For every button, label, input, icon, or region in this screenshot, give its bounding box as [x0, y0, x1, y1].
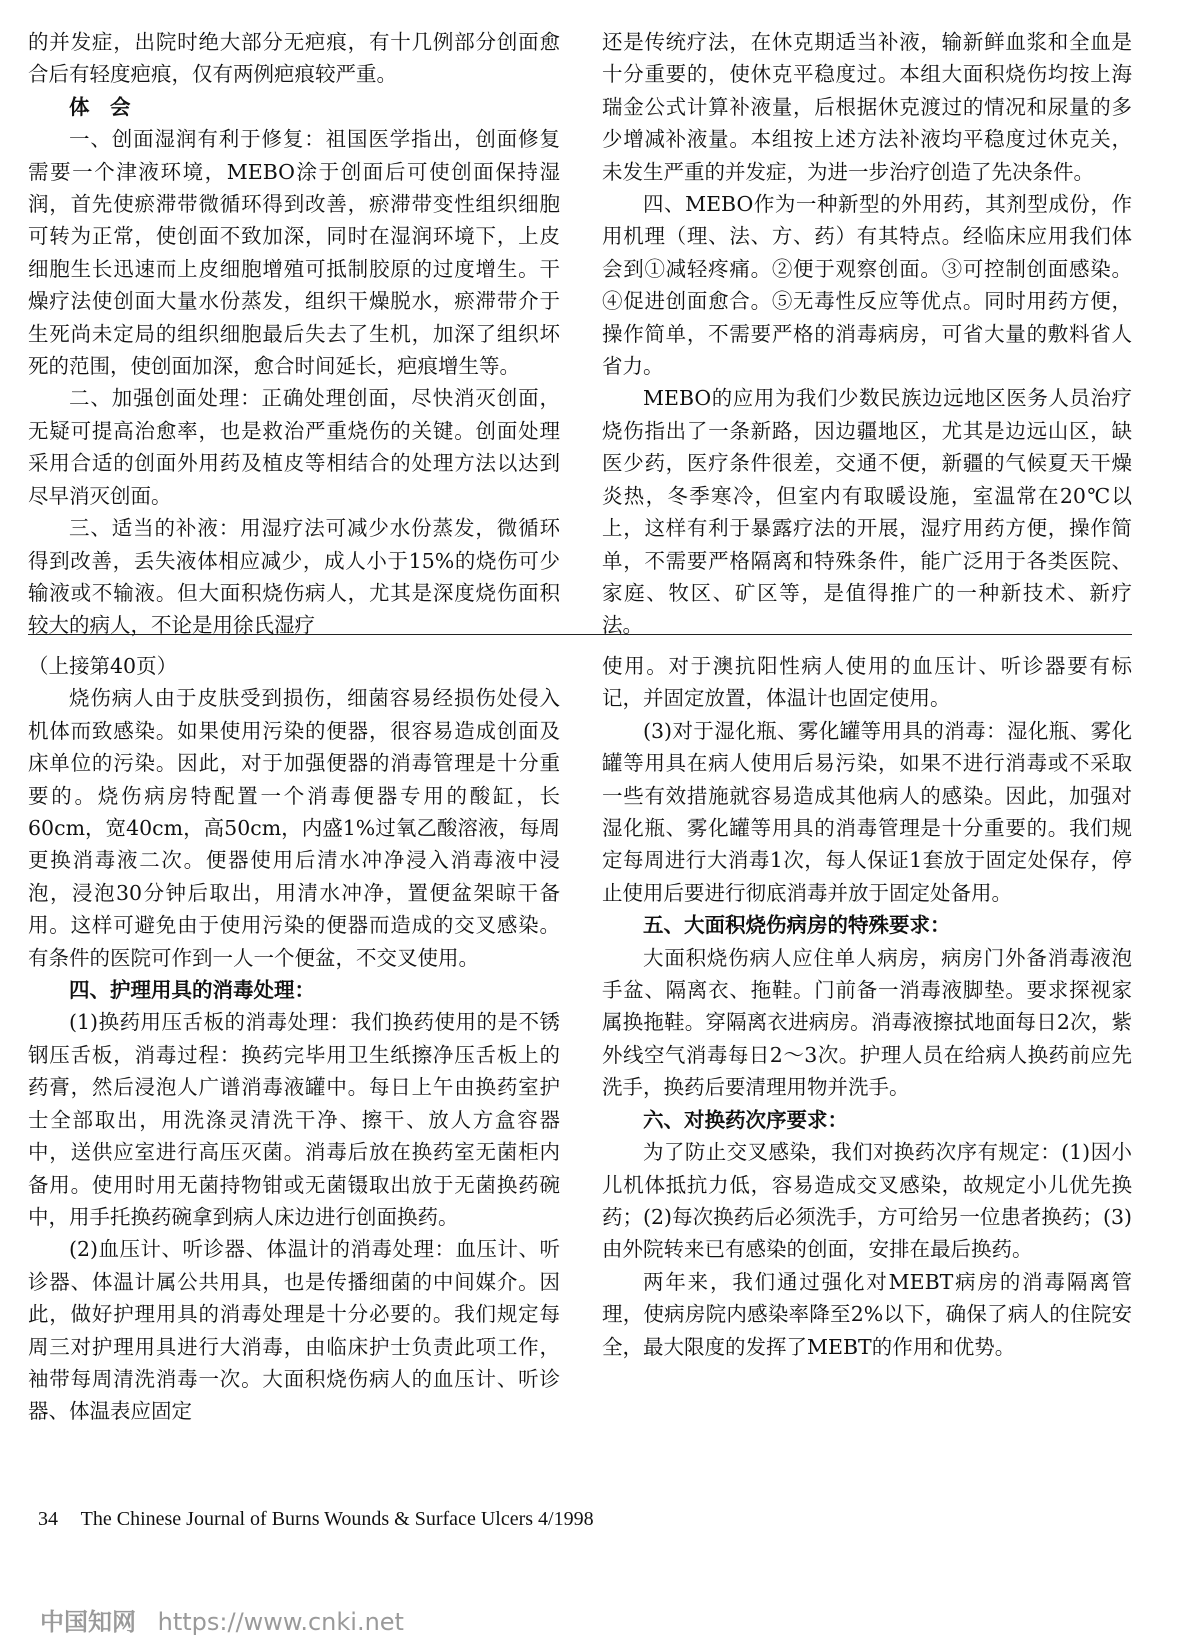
source-watermark: [40, 1602, 404, 1637]
continuation-note: （上接第40页）: [28, 654, 178, 678]
paragraph: MEBO的应用为我们少数民族边远地区医务人员治疗烧伤指出了一条新路，因边疆地区，尤其是边远山区，缺医少药，医疗条件很差，交通不便，新疆的气候夏天干燥炎热，冬季寒冷，但室内有取暖设施，室温常在20℃以上，这样有利于暴露疗法的开展，湿疗用药方便，操作简单，不需要严格隔离和特殊条件，能广泛用于各类医院、家庭、牧区、矿区等，是值得推广的一种新技术、新疗法。: [602, 386, 1132, 638]
paragraph: 两年来，我们通过强化对MEBT病房的消毒隔离管理，使病房院内感染率降至2%以下，确保了病人的住院安全，最大限度的发挥了MEBT的作用和优势。: [602, 1269, 1132, 1359]
section-heading: 体 会: [69, 94, 131, 119]
section-heading: 四、护理用具的消毒处理：: [69, 978, 315, 1003]
paragraph: 二、加强创面处理：正确处理创面，尽快消灭创面，无疑可提高治愈率，也是救治严重烧伤的关键。创面处理采用合适的创面外用药及植皮等相结合的处理方法以达到尽早消灭创面。: [28, 386, 560, 508]
paragraph: (2)血压计、听诊器、体温计的消毒处理：血压计、听诊器、体温计属公共用具，也是传播细菌的中间媒介。因此，做好护理用具的消毒处理是十分必要的。我们规定每周三对护理用具进行大消毒，由临床护士负责此项工作，袖带每周清洗消毒一次。大面积烧伤病人的血压计、听诊器、体温表应固定: [28, 1237, 560, 1424]
paragraph: (1)换药用压舌板的消毒处理：我们换药使用的是不锈钢压舌板，消毒过程：换药完毕用卫生纸擦净压舌板上的药膏，然后浸泡人广谱消毒液罐中。每日上午由换药室护士全部取出，用洗涤灵清洗干净、擦干、放人方盒容器中，送供应室进行高压灭菌。消毒后放在换药室无菌柜内备用。使用时用无菌持物钳或无菌镊取出放于无菌换药碗中，用手托换药碗拿到病人床边进行创面换药。: [28, 1010, 560, 1229]
page-number: 34: [38, 1508, 58, 1530]
section-heading: 五、大面积烧伤病房的特殊要求：: [643, 913, 951, 938]
top-right-column: [602, 26, 1132, 642]
bottom-left-column: [28, 650, 560, 1428]
bottom-right-column: [602, 650, 1132, 1363]
section-heading: 六、对换药次序要求：: [643, 1107, 848, 1132]
page-footer: [38, 1508, 594, 1531]
paragraph: 大面积烧伤病人应住单人病房，病房门外备消毒液泡手盆、隔离衣、拖鞋。门前备一消毒液脚垫。要求探视家属换拖鞋。穿隔离衣进病房。消毒液擦拭地面每日2次，紫外线空气消毒每日2～3次。护理人员在给病人换药前应先洗手，换药后要清理用物并洗手。: [602, 945, 1132, 1100]
cnki-url[interactable]: https://www.cnki.net: [157, 1608, 404, 1636]
paragraph: (3)对于湿化瓶、雾化罐等用具的消毒：湿化瓶、雾化罐等用具在病人使用后易污染，如果不进行消毒或不采取一些有效措施就容易造成其他病人的感染。因此，加强对湿化瓶、雾化罐等用具的消毒管理是十分重要的。我们规定每周进行大消毒1次，每人保证1套放于固定处保存，停止使用后要进行彻底消毒并放于固定处备用。: [602, 718, 1132, 905]
top-left-column: [28, 26, 560, 642]
paragraph: 使用。对于澳抗阳性病人使用的血压计、听诊器要有标记，并固定放置，体温计也固定使用。: [602, 654, 1132, 711]
paragraph: 一、创面湿润有利于修复：祖国医学指出，创面修复需要一个津液环境，MEBO涂于创面后可使创面保持湿润，首先使瘀滞带微循环得到改善，瘀滞带变性组织细胞可转为正常，使创面不致加深，同时在湿润环境下，上皮细胞生长迅速而上皮细胞增殖可抵制胶原的过度增生。干燥疗法使创面大量水份蒸发，组织干燥脱水，瘀滞带介于生死尚未定局的组织细胞最后失去了生机，加深了组织坏死的范围，使创面加深，愈合时间延长，疤痕增生等。: [28, 127, 560, 379]
journal-name: The Chinese Journal of Burns Wounds & Surface Ulcers 4/1998: [80, 1508, 594, 1530]
section-divider: [28, 634, 1132, 635]
paragraph: 烧伤病人由于皮肤受到损伤，细菌容易经损伤处侵入机体而致感染。如果使用污染的便器，很容易造成创面及床单位的污染。因此，对于加强便器的消毒管理是十分重要的。烧伤病房特配置一个消毒便器专用的酸缸，长60cm，宽40cm，高50cm，内盛1%过氧乙酸溶液，每周更换消毒液二次。便器使用后清水冲净浸入消毒液中浸泡，浸泡30分钟后取出，用清水冲净，置便盆架晾干备用。这样可避免由于使用污染的便器而造成的交叉感染。有条件的医院可作到一人一个便盆，不交叉使用。: [28, 686, 560, 970]
cnki-logo-text: 中国知网: [40, 1608, 136, 1636]
paragraph: 还是传统疗法，在休克期适当补液，输新鲜血浆和全血是十分重要的，使休克平稳度过。本组大面积烧伤均按上海瑞金公式计算补液量，后根据休克渡过的情况和尿量的多少增减补液量。本组按上述方法补液均平稳度过休克关，未发生严重的并发症，为进一步治疗创造了先决条件。: [602, 30, 1132, 184]
paragraph: 三、适当的补液：用湿疗法可减少水份蒸发，微循环得到改善，丢失液体相应减少，成人小于15%的烧伤可少输液或不输液。但大面积烧伤病人，尤其是深度烧伤面积较大的病人，不论是用徐氏湿疗: [28, 516, 560, 638]
paragraph: 四、MEBO作为一种新型的外用药，其剂型成份，作用机理（理、法、方、药）有其特点。经临床应用我们体会到①减轻疼痛。②便于观察创面。③可控制创面感染。④促进创面愈合。⑤无毒性反应等优点。同时用药方便，操作简单，不需要严格的消毒病房，可省大量的敷料省人省力。: [602, 192, 1132, 379]
paragraph: 为了防止交叉感染，我们对换药次序有规定：(1)因小儿机体抵抗力低，容易造成交叉感染，故规定小儿优先换药；(2)每次换药后必须洗手，方可给另一位患者换药；(3)由外院转来已有感染的创面，安排在最后换药。: [602, 1140, 1132, 1262]
paragraph: 的并发症，出院时绝大部分无疤痕，有十几例部分创面愈合后有轻度疤痕，仅有两例疤痕较严重。: [28, 30, 560, 87]
